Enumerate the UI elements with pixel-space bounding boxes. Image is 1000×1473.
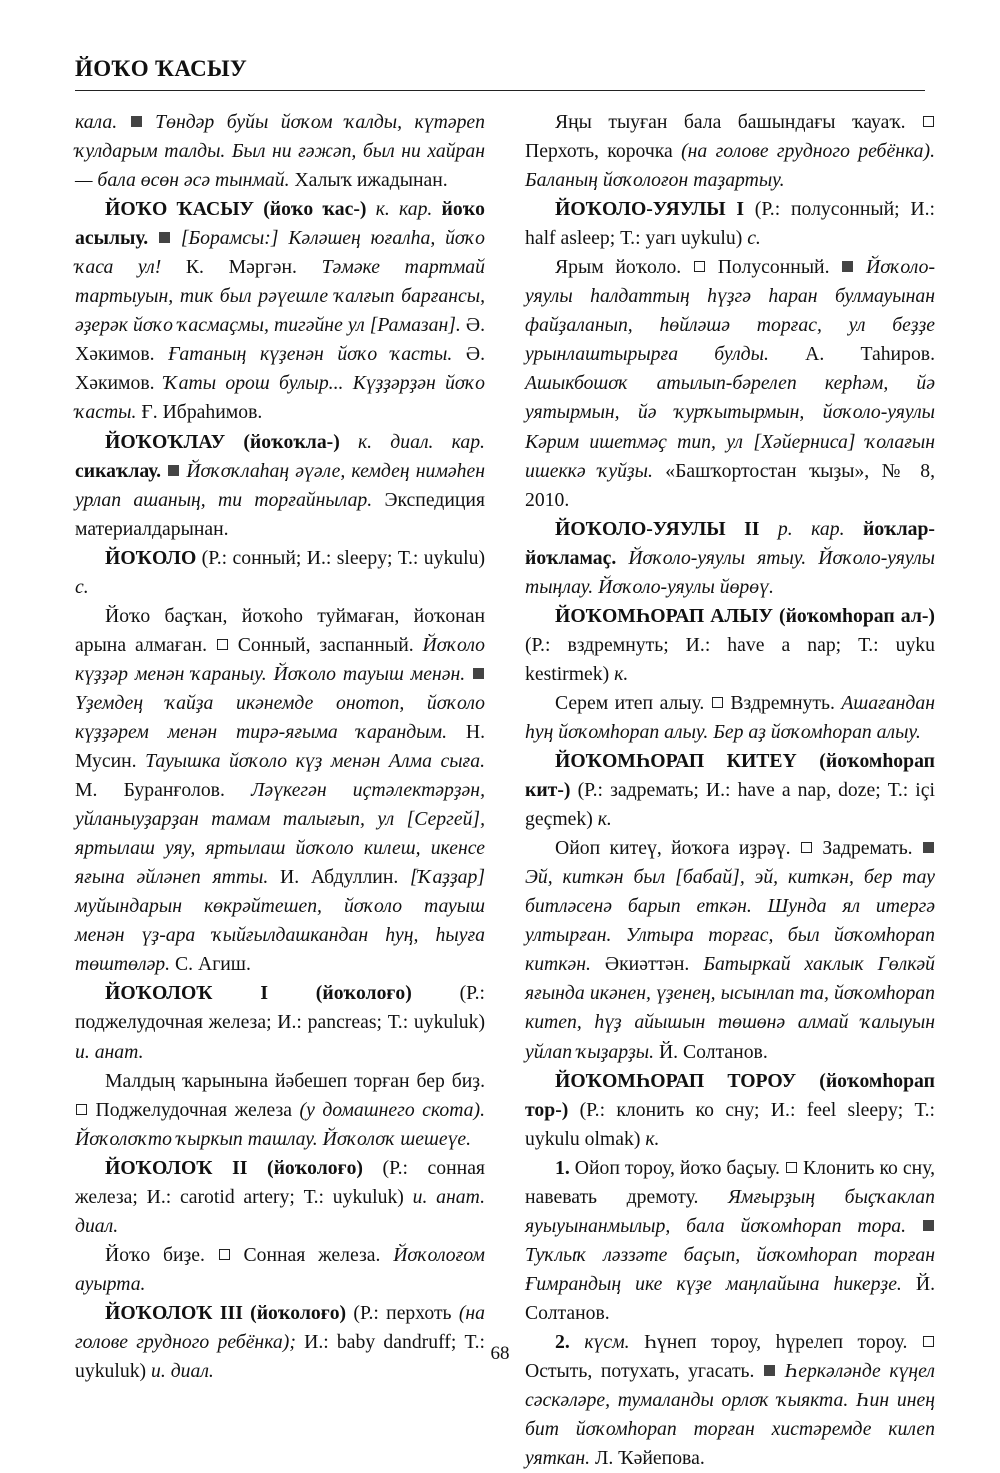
example-text: Һеркәләнде күңел сәскәләре, тумаланды орлоҡ ҡыякта. Һин инең бит йоҡомһорап торған хистәремде килеп уяткан. [525,1360,935,1470]
example-marker-icon [923,1220,934,1231]
running-head: ЙОҠО ҠАСЫУ [75,56,248,81]
dictionary-entry [525,1067,935,1154]
translation-text: (Р.: клонить ко сну; И.: feel sleepy; Т.: uykulu olmak) [525,1098,935,1150]
translation-text: Полусонный. [705,256,830,279]
grammar-label: к. диал. кар. [339,430,485,453]
example-text: Тәмәке тартмай тартыуын, тик был рәүешле ҡалғып барғансы, әҙерәк йоҡо ҡасмаҫмы, тигәйне ул [Рамазан]. [75,256,485,337]
entry-definition [525,108,935,195]
dictionary-entry [75,544,485,602]
synonym-reference: сикаҡлау. [75,459,162,482]
example-text: Эй, киткән был [бабай], эй, киткән, бер тау битләсенә барып еткән. Шунда ял итергә ултырған. Ултыра торғас, был йоҡомһорап киткән. [525,866,935,976]
entry-definition [525,253,935,514]
header-rule [75,90,925,91]
headword: ЙОҠО ҠАСЫУ (йоҡо ҡас-) [105,198,367,221]
headword: ЙОҠОМҺОРАП ТОРОУ (йоҡомһорап тор-) [525,1069,935,1121]
dictionary-entry [525,195,935,253]
definition-text: Һүнеп тороу, һүрелеп тороу. [629,1330,908,1353]
example-marker-icon [168,465,179,476]
example-text: Йоҡоҡлаһаң әүәле, кемдең нимәһен урлап ашаның, ти торғайнылар. [75,459,486,511]
example-text: Ашыкбошоҡ атылып-бәрелеп керһәм, йә уятырмын, йә ҡурҡытырмын, йоҡоло-уяулы Кәрим ишетмәҫ тип, ул [Хәйерниса] ҡолағын ишеккә ҡуйҙы. [525,372,935,482]
translation-marker-icon [801,842,812,853]
dictionary-entry [75,428,485,544]
translation-text: Остыть, потухать, угасать. [525,1360,755,1383]
grammar-label: к. [609,662,629,685]
left-column [75,108,485,1386]
source-text: Л. Ҡәйепова. [590,1447,705,1470]
translation-text: (Р.: поджелудочная железа; И.: pancreas; Т.: uykuluk) [75,982,486,1034]
dictionary-entry [75,1154,485,1241]
example-marker-icon [764,1365,775,1376]
translation-marker-icon [786,1162,797,1173]
sense-number: 2. [555,1330,570,1353]
entry-definition [75,602,485,980]
source-text: «Башҡортостан ҡыҙы», № 8, 2010. [525,459,935,511]
example-text: Туҡлыҡ ләззәте баҫып, йоҡомһорап торған Ғимрандың ике күҙе маңлайына һикерҙе. [525,1243,935,1295]
translation-text: (Р.: полусонный; И.: half asleep; Т.: yarı uykulu) [525,198,935,250]
italic-text: (на голове грудного ребёнка); [75,1301,485,1353]
translation-text: Вздремнуть. [723,691,835,714]
translation-text: И.: baby dandruff; Т.: uykuluk) [75,1330,485,1383]
translation-marker-icon [76,1104,87,1115]
definition-text: Ойоп китеү, йоҡоға иҙрәү. [555,837,791,860]
example-text: Ләүкегән иҫтәлектәрҙән, уйланыуҙарҙан тамам талығып, ул [Сергей], яртылаш уяу, яртылаш йоҡоло килеш, икенсе яғына әйләнеп ятты. [75,779,485,889]
definition-text: Серем итеп алыу. [555,691,705,714]
translation-text: (Р.: вздремнуть; И.: have a nap; Т.: uyku kestirmek) [525,633,935,685]
headword: ЙОҠОЛОҠ III (йоҡолоғо) [105,1301,347,1324]
source-text: Н. Мусин. [75,720,485,773]
translation-marker-icon [217,639,228,650]
grammar-label: и. анат. [75,1040,144,1063]
translation-marker-icon [694,261,705,272]
source-text: Й. Солтанов. [525,1272,935,1324]
source-text: И. Абдуллин. [268,866,399,889]
example-text: (на голове грудного ребёнка). Баланың йоҡолоғон таҙартыу. [525,140,935,192]
example-text: Ашағандан һуң йоҡомһорап алыу. Бер аҙ йоҡомһорап алыу. [525,691,935,743]
definition-text: Ойоп тороу, йоҡо баҫыу. [569,1156,780,1179]
page-number: 68 [490,1343,510,1364]
example-text: Төндәр буйы йоҡом ҡалды, күтәреп ҡулдарым талды. Был ни ғәжәп, был ни хайран — бала өсөн әсә тынмай. [75,111,485,192]
example-marker-icon [473,668,484,679]
synonym-reference: йоҡо асылыу. [75,198,485,250]
source-text: Халыҡ ижадынан. [289,169,448,192]
translation-marker-icon [923,116,934,127]
translation-text: Поджелудочная железа [88,1098,293,1121]
entry-definition [75,1067,485,1154]
headword: ЙОҠОЛО [105,546,197,569]
translation-text: (Р.: задремать; И.: have a nap, doze; Т.: içi geçmek) [525,779,935,831]
example-text: [Ҡаҙҙар] муйындарын көкрәйтешеп, йоҡоло тауыш менән үҙ-ара ҡыйғылдашкандан һуң, һыуға төштөләр. [75,866,486,976]
dictionary-entry [525,515,935,602]
translation-text: (Р.: сонная железа; И.: carotid artery; Т.: uykuluk) [75,1156,485,1208]
example-text: Ғатаның күҙенән йоҡо ҡасты. [168,343,453,366]
example-text: Йоҡоло-уяулы һалдаттың һүҙгә һаран булмауынан файҙаланып, һөйләшә торғас, ул беҙҙе урынлаштырырға булды. [525,256,936,366]
source-text: Ә. Хәкимов. [75,343,485,395]
entry-definition [525,689,935,747]
source-text: Әкиәттән. [590,953,690,976]
source-text: Ә. Хәкимов. [75,314,485,366]
example-text: Йоҡолоғом ауырта. [75,1243,485,1295]
source-text: М. Буранғолов. [75,779,225,802]
source-text: С. Агиш. [170,953,251,976]
dictionary-entry [75,195,485,427]
headword: ЙОҠОМҺОРАП КИТЕҮ (йоҡомһорап кит-) [525,750,935,802]
translation-text: Задремать. [812,837,913,860]
source-text: А. Таһиров. [768,343,936,366]
headword: ЙОҠОЛО-УЯУЛЫ II [555,517,760,540]
example-marker-icon [923,842,934,853]
grammar-label: к. кар. [366,198,433,221]
italic-text: кала. [75,111,118,133]
translation-text: Перхоть, корочка [525,140,673,163]
entry-definition [525,834,935,1066]
grammar-label: к. [592,808,612,831]
translation-marker-icon [219,1249,230,1260]
sense-definition [525,1154,935,1328]
example-text: (у домашнего скота). Йоҡолоҡто ҡыркып ташлау. Йоҡолоҡ шешеүе. [75,1098,485,1150]
definition-text: Йоҡо баҫҡан, йоҡоһо туймаған, йоҡонан арына алмаған. [75,604,485,656]
translation-text: (Р.: сонный; И.: sleepy; Т.: uykulu) [196,546,485,569]
example-text: Ямғырҙың быҫҡаклап яуыуынанмылыр, бала йоҡомһорап тора. [525,1185,935,1237]
translation-marker-icon [712,697,723,708]
translation-text: Сонная железа. [230,1243,381,1266]
sense-number: 1. [555,1156,570,1179]
grammar-label: күсм. [569,1330,630,1353]
example-text: Тауышка йоҡоло күҙ менән Алма сыға. [145,750,485,773]
definition-text: Яңы тыуған бала башындағы ҡауаҡ. [555,111,906,133]
grammar-label: и. анат. диал. [75,1185,486,1237]
example-text: Йоҡоло-уяулы ятыу. Йоҡоло-уяулы тыңлау. Йоҡоло-уяулы йөрөү. [525,546,935,598]
translation-text: (Р.: перхоть [346,1301,452,1324]
headword: ЙОҠОЛОҠ II (йоҡолоғо) [105,1156,363,1179]
dictionary-entry [525,602,935,689]
definition-text: Ярым йоҡоло. [555,256,682,279]
definition-text: Йоҡо биҙе. [105,1243,205,1266]
translation-text: Клонить ко сну, навевать дремоту. [525,1156,935,1208]
example-marker-icon [842,261,853,272]
example-text: Үҙемдең ҡайҙа икәнемде онотоп, йоҡоло күҙҙәрем менән тирә-яғыма ҡарандым. [75,691,485,743]
source-text: Экспедиция материалдарынан. [75,488,485,540]
grammar-label: к. [640,1127,660,1150]
definition-text: Малдың ҡарынына йәбешеп торған бер биҙ. [105,1069,485,1092]
headword: ЙОҠОЛО-УЯУЛЫ I [555,198,745,221]
dictionary-entry [525,747,935,834]
entry-definition [75,1241,485,1299]
grammar-label: р. кар. [759,517,845,540]
example-marker-icon [131,116,142,127]
headword: ЙОҠОҠЛАУ (йоҡоҡла-) [105,430,340,453]
example-text: Йоҡоло күҙҙәр менән ҡараныу. Йоҡоло тауыш менән. [75,633,486,685]
example-marker-icon [159,232,170,243]
synonym-reference: йоҡлар-йоҡламаҫ. [525,517,935,569]
source-text: Й. Солтанов. [654,1040,768,1063]
dictionary-entry [75,979,485,1066]
source-text: К. Мәргән. [161,256,297,279]
example-text: Батыркай хаклык Гөлкәй яғында икәнен, үҙенең, ысынлап та, йоҡомһорап китеп, һүҙ айышын төшөнә алмай ҡалыуын уйлап ҡыҙарҙы. [525,953,935,1063]
entry-continuation [75,108,485,195]
example-text: [Борамсы:] Кәләшең юғалһа, йоҡо ҡаса ул! [75,227,485,279]
grammar-label: и. диал. [146,1360,214,1383]
example-text: Ҡаты орош булыр... Күҙҙәрҙән йоҡо ҡасты. [75,372,485,424]
headword: ЙОҠОЛОҠ I (йоҡолоғо) [105,982,412,1005]
translation-text: Сонный, заспанный. [228,633,414,656]
grammar-label: с. [75,575,89,598]
right-column [525,108,935,1473]
source-text: Ғ. Ибраһимов. [136,401,263,424]
grammar-label: с. [742,227,761,250]
headword: ЙОҠОМҺОРАП АЛЫУ (йоҡомһорап ал-) [555,604,935,627]
